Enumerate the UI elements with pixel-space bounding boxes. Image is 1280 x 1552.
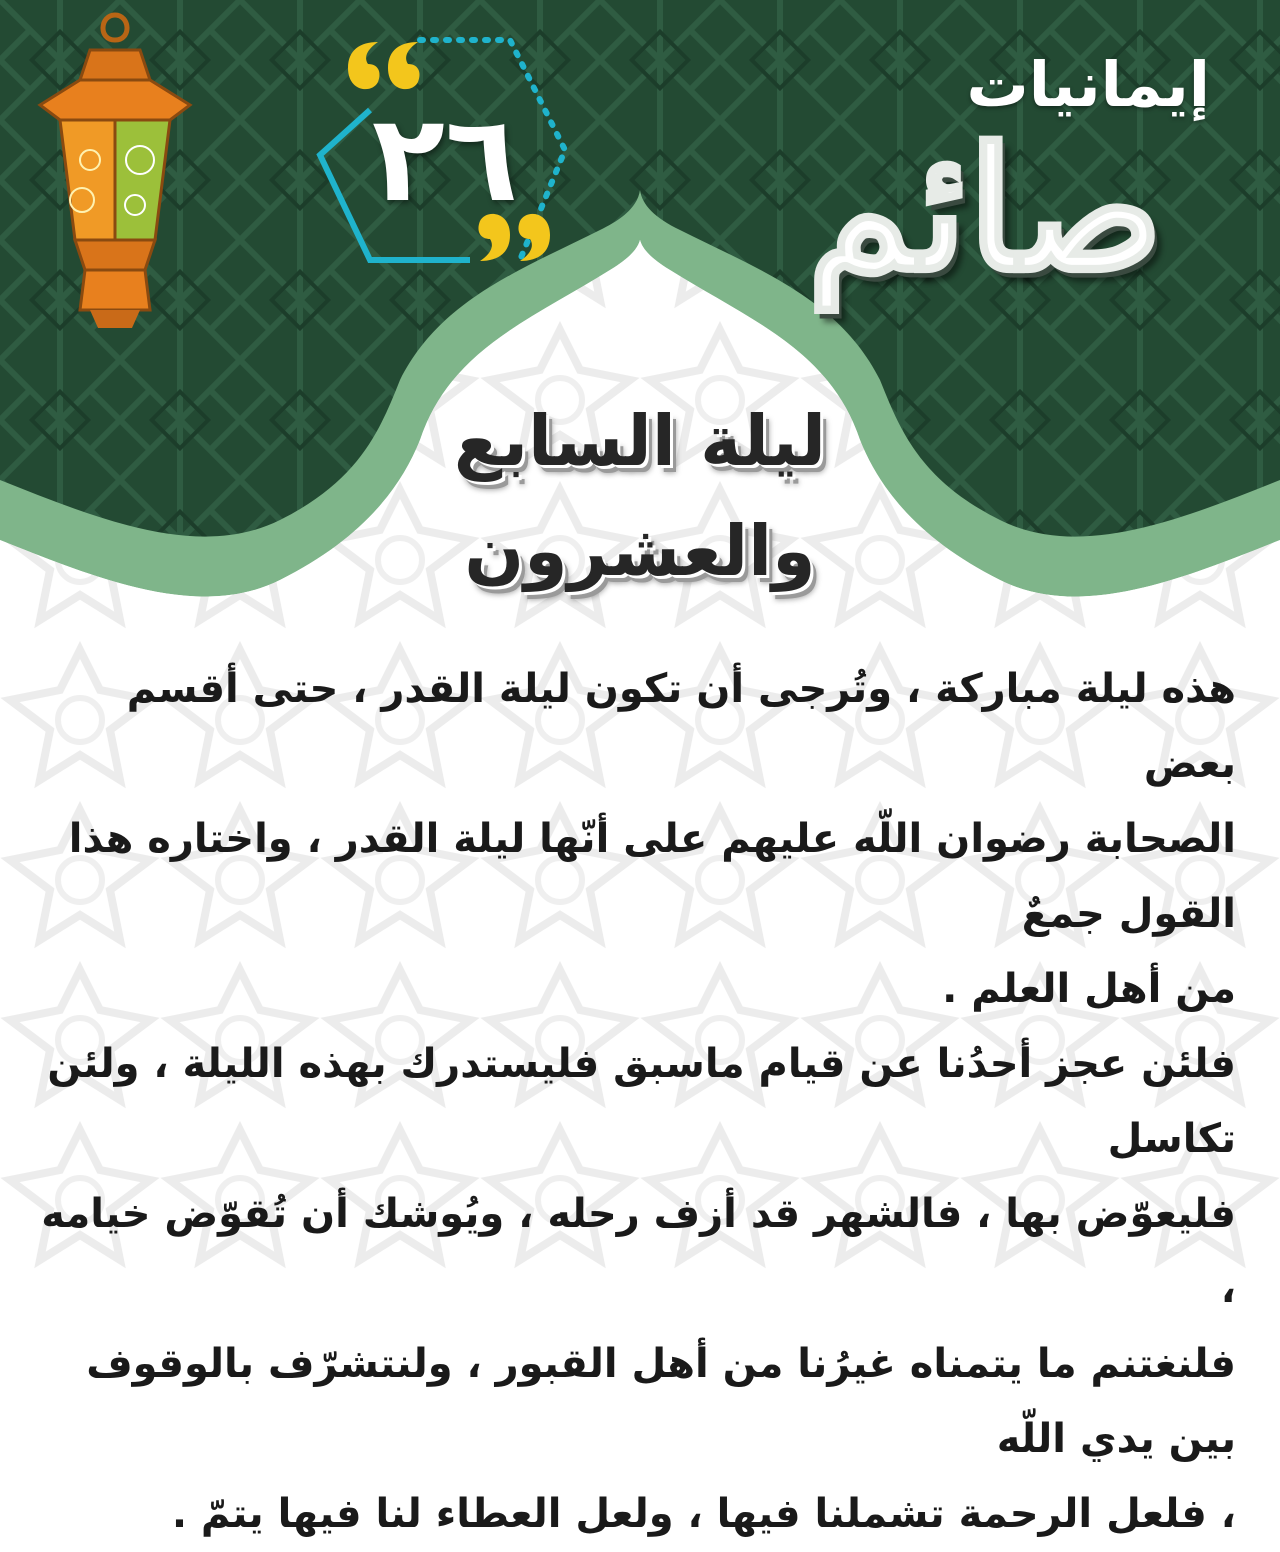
title-line-2: والعشرون (464, 510, 816, 592)
day-number: ٢٦ (371, 90, 519, 229)
body-line: فلئن عجز أحدُنا عن قيام ماسبق فليستدرك بهذه الليلة ، ولئن تكاسل (47, 1041, 1236, 1162)
body-text (36, 652, 1236, 1552)
body-line: من أهل العلم . (942, 966, 1236, 1012)
body-line: هذه ليلة مباركة ، وتُرجى أن تكون ليلة القدر ، حتى أقسم بعض (126, 666, 1236, 787)
series-label: إيمانيات (966, 48, 1210, 121)
title-line-1: ليلة السابع (453, 400, 827, 482)
body-line: فليعوّض بها ، فالشهر قد أزف رحله ، ويُوشك أن تُقوّض خيامه ، (41, 1191, 1236, 1312)
brand-word: صائم (806, 110, 1164, 310)
lantern-icon (20, 10, 210, 330)
body-line: ، فلعل الرحمة تشملنا فيها ، ولعل العطاء لنا فيها يتمّ . (171, 1491, 1236, 1537)
body-line: الصحابة رضوان اللّه عليهم على أنّها ليلة القدر ، واختاره هذا القول جمعٌ (68, 816, 1236, 937)
body-line: فلنغتنم ما يتمناه غيرُنا من أهل القبور ، ولنتشرّف بالوقوف بين يدي اللّه (86, 1341, 1236, 1462)
